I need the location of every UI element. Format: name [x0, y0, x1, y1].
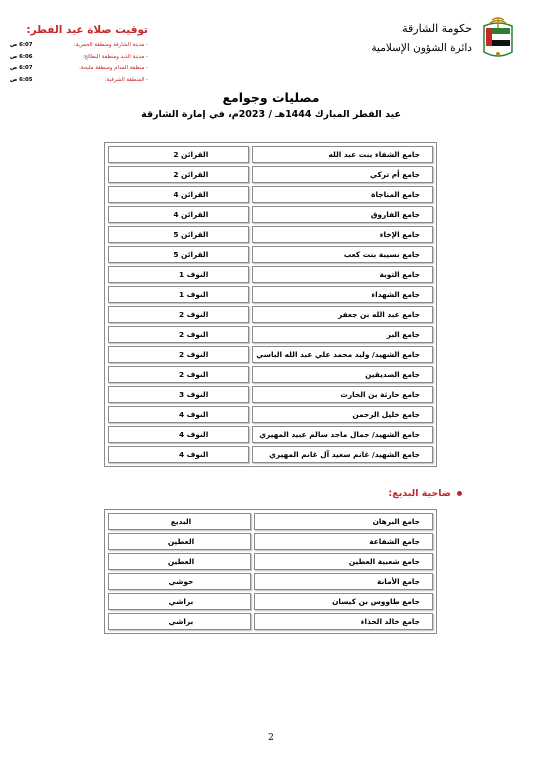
area-name-cell: القرائن 4: [108, 186, 249, 203]
eid-time-value: 6:06 ص: [10, 53, 33, 60]
page-title: مصليات وجوامع: [222, 90, 320, 105]
mosque-name-cell: جامع الإخاء: [252, 226, 433, 243]
al-badie-mosques-table: [104, 509, 437, 634]
area-name-cell: النوف 2: [108, 306, 249, 323]
mosque-name-cell: جامع الفاروق: [252, 206, 433, 223]
area-name-cell: النوف 4: [108, 426, 249, 443]
area-name-cell: النوف 1: [108, 266, 249, 283]
mosque-name-cell: جامع البرهان: [254, 513, 433, 530]
area-name-cell: النوف 2: [108, 326, 249, 343]
eid-time-value: 6:07 ص: [10, 65, 33, 71]
mosque-name-cell: جامع عبد الله بن جعفر: [252, 306, 433, 323]
eid-time-region: - مدينة الشارقة ومنطقة الحمرية:: [73, 42, 148, 48]
area-name-cell: النوف 3: [108, 386, 249, 403]
table-row: [108, 306, 433, 323]
table-row: [108, 226, 433, 243]
al-badie-table-grid: [104, 509, 437, 634]
table-row: [108, 246, 433, 263]
mosque-name-cell: جامع الشهيد/ وليد محمد علي عبد الله الباسي: [252, 346, 433, 363]
mosque-name-cell: جامع الشفاعة: [254, 533, 433, 550]
area-name-cell: براشي: [108, 613, 251, 630]
table-row: [108, 206, 433, 223]
mosques-table: [104, 142, 437, 467]
mosque-name-cell: جامع الشهيد/ غانم سعيد آل غانم المهيري: [252, 446, 433, 463]
mosque-name-cell: جامع طاووس بن كيسان: [254, 593, 433, 610]
area-name-cell: حوشي: [108, 573, 251, 590]
mosque-name-cell: جامع خالد الحذاء: [254, 613, 433, 630]
mosque-name-cell: جامع الشفاء بنت عبد الله: [252, 146, 433, 163]
sharjah-emblem-logo: [478, 14, 518, 60]
area-name-cell: النوف 4: [108, 406, 249, 423]
government-name: حكومة الشارقة: [402, 22, 472, 35]
mosque-name-cell: جامع الشهداء: [252, 286, 433, 303]
eid-time-region: - مدينة الذيد ومنطقة البطائح:: [82, 53, 148, 60]
table-row: [108, 593, 433, 610]
table-row: [108, 426, 433, 443]
mosque-name-cell: جامع أم تركي: [252, 166, 433, 183]
table-row: [108, 346, 433, 363]
mosques-table-grid: [104, 142, 437, 467]
mosque-name-cell: جامع خليل الرحمن: [252, 406, 433, 423]
area-name-cell: القرائن 2: [108, 146, 249, 163]
mosque-name-cell: جامع الصديقين: [252, 366, 433, 383]
area-name-cell: النوف 2: [108, 366, 249, 383]
table-row: [108, 186, 433, 203]
mosque-name-cell: جامع الشهيد/ جمال ماجد سالم عبيد المهيري: [252, 426, 433, 443]
department-name: دائرة الشؤون الإسلامية: [371, 42, 472, 54]
mosque-name-cell: جامع المناجاة: [252, 186, 433, 203]
area-name-cell: العطين: [108, 553, 251, 570]
eid-prayer-times: [10, 24, 148, 86]
area-name-cell: القرائن 2: [108, 166, 249, 183]
table-row: [108, 366, 433, 383]
table-row: [108, 553, 433, 570]
mosque-name-cell: جامع الأمانة: [254, 573, 433, 590]
area-name-cell: القرائن 5: [108, 226, 249, 243]
table-row: [108, 513, 433, 530]
section-heading: [388, 488, 462, 499]
table-row: [108, 573, 433, 590]
table-row: [108, 386, 433, 403]
area-name-cell: العطين: [108, 533, 251, 550]
area-name-cell: النوف 2: [108, 346, 249, 363]
area-name-cell: البديع: [108, 513, 251, 530]
page-number: 2: [268, 733, 274, 743]
table-row: [108, 533, 433, 550]
table-row: [108, 613, 433, 630]
eid-time-value: 6:05 ص: [10, 76, 33, 83]
area-name-cell: النوف 1: [108, 286, 249, 303]
eid-time-row: [10, 52, 148, 64]
mosque-name-cell: جامع شعبية العطين: [254, 553, 433, 570]
area-name-cell: النوف 4: [108, 446, 249, 463]
eid-time-region: - منطقة المدام ومنطقة مليحة:: [79, 65, 148, 71]
eid-time-value: 6:07 ص: [10, 42, 33, 48]
table-row: [108, 166, 433, 183]
bullet-icon: [457, 491, 462, 496]
table-row: [108, 326, 433, 343]
mosque-name-cell: جامع حارثة بن الحارث: [252, 386, 433, 403]
eid-time-row: [10, 40, 148, 52]
area-name-cell: القرائن 4: [108, 206, 249, 223]
eid-time-row: [10, 63, 148, 75]
mosque-name-cell: جامع التوبة: [252, 266, 433, 283]
area-name-cell: براشي: [108, 593, 251, 610]
page-subtitle: عيد الفطر المبارك 1444هـ / 2023م، في إمارة الشارقة: [141, 109, 401, 120]
eid-time-region: - المنطقة الشرقية:: [104, 76, 148, 83]
table-row: [108, 286, 433, 303]
mosque-name-cell: جامع نسيبة بنت كعب: [252, 246, 433, 263]
eid-time-row: [10, 75, 148, 87]
table-row: [108, 146, 433, 163]
table-row: [108, 406, 433, 423]
eid-times-title: توقيت صلاة عيد الفطر:: [26, 24, 148, 36]
table-row: [108, 266, 433, 283]
area-name-cell: القرائن 5: [108, 246, 249, 263]
section-title: ضاحية البديع:: [388, 488, 451, 499]
table-row: [108, 446, 433, 463]
mosque-name-cell: جامع البر: [252, 326, 433, 343]
